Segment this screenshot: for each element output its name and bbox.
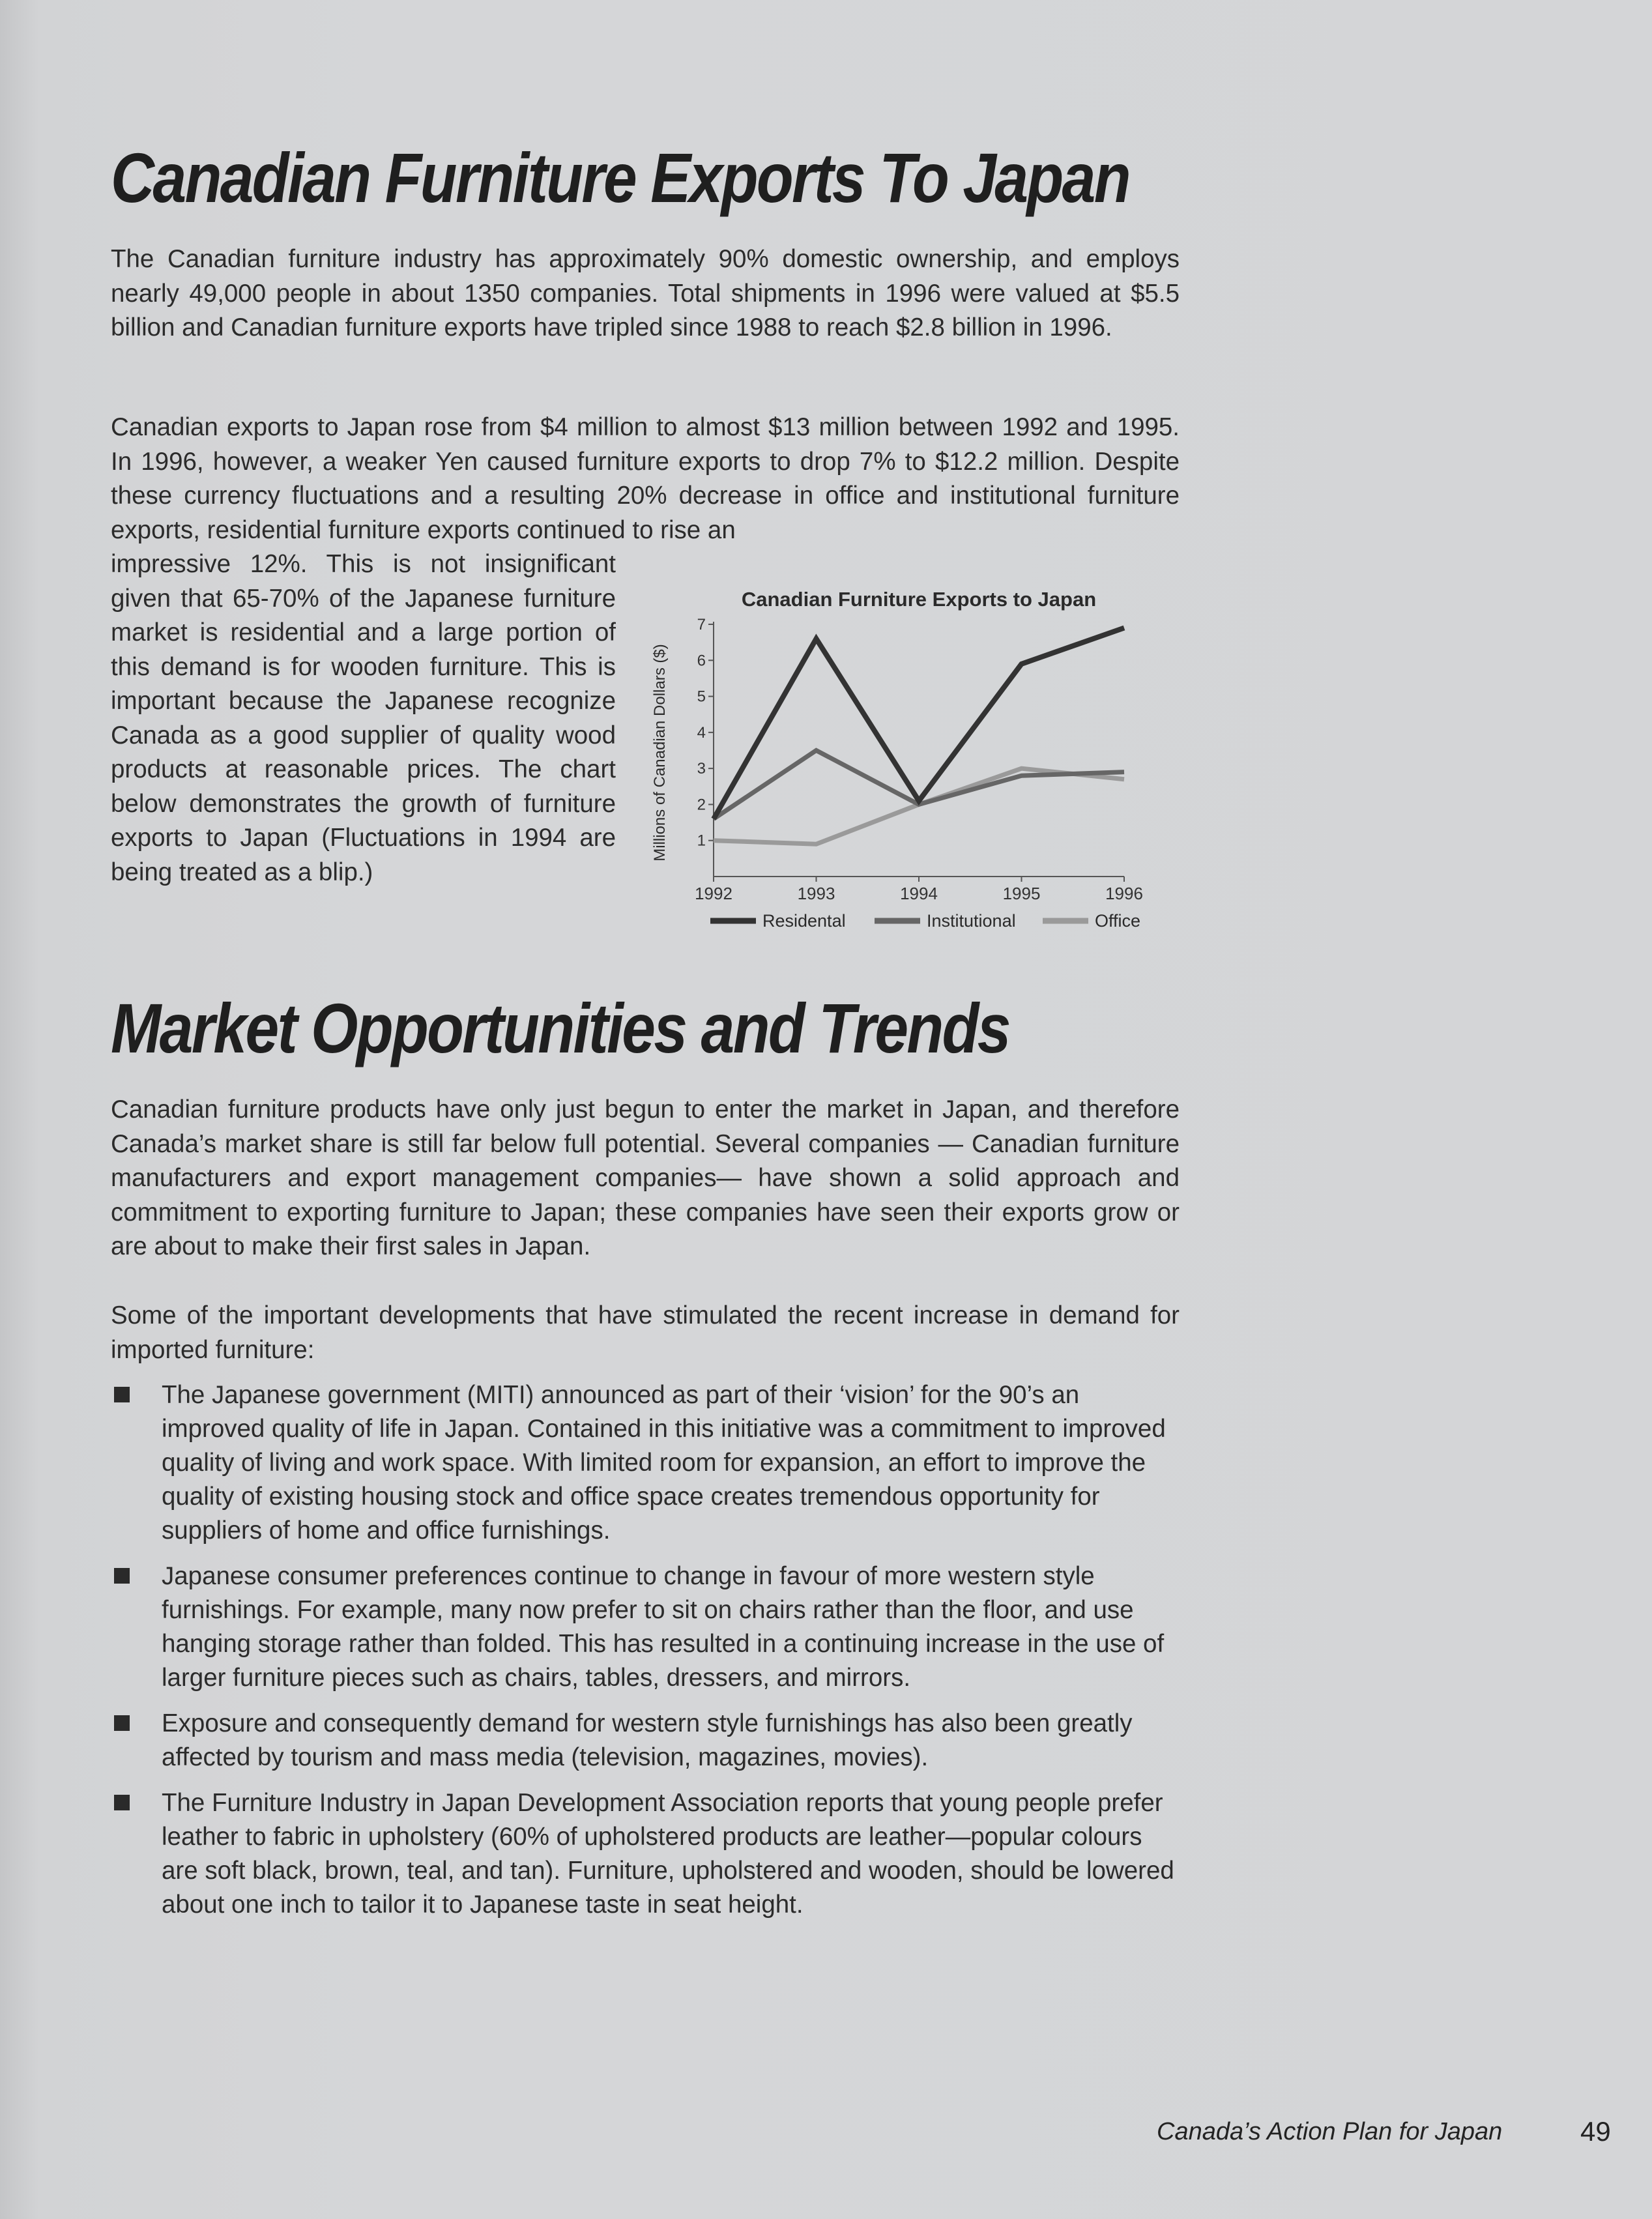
chart-series-lines bbox=[714, 628, 1124, 845]
y-tick-label: 5 bbox=[697, 688, 706, 706]
paragraph-industry-overview: The Canadian furniture industry has approximately 90% domestic ownership, and employs nearly 49,000 people in about 1350 companies. Total shipments in 1996 were valued at $5.5 billion and Canadian furniture exports have tripled since 1988 to reach $2.8 billion in 1996. bbox=[111, 245, 1180, 341]
y-tick-label: 7 bbox=[697, 616, 706, 633]
paragraph-residential-growth: impressive 12%. This is not insignificant given that 65-70% of the Japanese furniture market is residential and a large portion of this demand is for wooden furniture. This is important because the Japanese recognize Canada as a good supplier of quality wood products at reasonable prices. The chart below demonstrates the growth of furniture exports to Japan (Fluctuations in 1994 are being treated as a blip.) bbox=[111, 550, 616, 886]
heading-market-opportunities: Market Opportunities and Trends bbox=[111, 989, 1009, 1067]
series-line-institutional bbox=[714, 751, 1124, 819]
y-tick-label: 3 bbox=[697, 760, 706, 778]
x-tick-label: 1992 bbox=[695, 884, 732, 903]
square-bullet-icon bbox=[114, 1568, 130, 1584]
list-item: Japanese consumer preferences continue to change in favour of more western style furnishings. For example, many now prefer to sit on chairs rather than the floor, and use hanging storage rather than folded. This has resulted in a continuing increase in the use of larger furniture pieces such as chairs, tables, dressers, and mirrors. bbox=[111, 1559, 1178, 1695]
footer-publication-title: Canada’s Action Plan for Japan bbox=[1157, 2118, 1503, 2145]
exports-line-chart bbox=[645, 580, 1180, 945]
y-tick-label: 1 bbox=[697, 832, 706, 850]
chart-title: Canadian Furniture Exports to Japan bbox=[741, 588, 1097, 611]
list-item: The Furniture Industry in Japan Development Association reports that young people prefer leather to fabric in upholstery (60% of upholstered products are leather—popular colours are soft black, brown, teal, and tan). Furniture, upholstered and wooden, should be lowered about one inch to tailor it to Japanese taste in seat height. bbox=[111, 1786, 1178, 1922]
legend-label: Institutional bbox=[927, 911, 1016, 931]
footer-page-number: 49 bbox=[1580, 2116, 1611, 2147]
square-bullet-icon bbox=[114, 1715, 130, 1731]
legend-label: Office bbox=[1095, 911, 1141, 931]
chart-y-axis-label: Millions of Canadian Dollars ($) bbox=[651, 644, 669, 862]
legend-label: Residental bbox=[762, 911, 846, 931]
square-bullet-icon bbox=[114, 1795, 130, 1810]
x-tick-label: 1996 bbox=[1105, 884, 1143, 903]
list-item: Exposure and consequently demand for western style furnishings has also been greatly affected by tourism and mass media (television, magazines, movies). bbox=[111, 1707, 1178, 1775]
y-tick-label: 4 bbox=[697, 723, 706, 742]
developments-list bbox=[111, 1378, 1180, 1934]
chart-legend bbox=[710, 911, 1140, 931]
paragraph-exports-to-japan: Canadian exports to Japan rose from $4 million to almost $13 million between 1992 and 1995. In 1996, however, a weaker Yen caused furniture exports to drop 7% to $12.2 million. Despite these currency fluctuations and a resulting 20% decrease in office and institutional furniture exports, residential furniture exports continued to rise an bbox=[111, 413, 1180, 544]
paragraph-developments-intro: Some of the important developments that have stimulated the recent increase in demand for imported furniture: bbox=[111, 1301, 1180, 1364]
square-bullet-icon bbox=[114, 1387, 130, 1402]
heading-furniture-exports: Canadian Furniture Exports To Japan bbox=[111, 138, 1129, 217]
list-item: The Japanese government (MITI) announced as part of their ‘vision’ for the 90’s an improved quality of life in Japan. Contained in this initiative was a commitment to improved quality of living and work space. With limited room for expansion, an effort to improve the quality of existing housing stock and office space creates tremendous opportunity for suppliers of home and office furnishings. bbox=[111, 1378, 1178, 1548]
y-tick-label: 6 bbox=[697, 652, 706, 670]
x-tick-label: 1993 bbox=[797, 884, 835, 903]
y-tick-label: 2 bbox=[697, 796, 706, 814]
series-line-residental bbox=[714, 628, 1124, 819]
paragraph-market-share: Canadian furniture products have only just begun to enter the market in Japan, and therefore Canada’s market share is still far below full potential. Several companies — Canadian furniture manufacturers and export management companies— have shown a solid approach and commitment to exporting furniture to Japan; these companies have seen their exports grow or are about to make their first sales in Japan. bbox=[111, 1095, 1180, 1260]
chart-tick-labels bbox=[695, 616, 1143, 903]
x-tick-label: 1995 bbox=[1002, 884, 1041, 903]
x-tick-label: 1994 bbox=[900, 884, 938, 903]
